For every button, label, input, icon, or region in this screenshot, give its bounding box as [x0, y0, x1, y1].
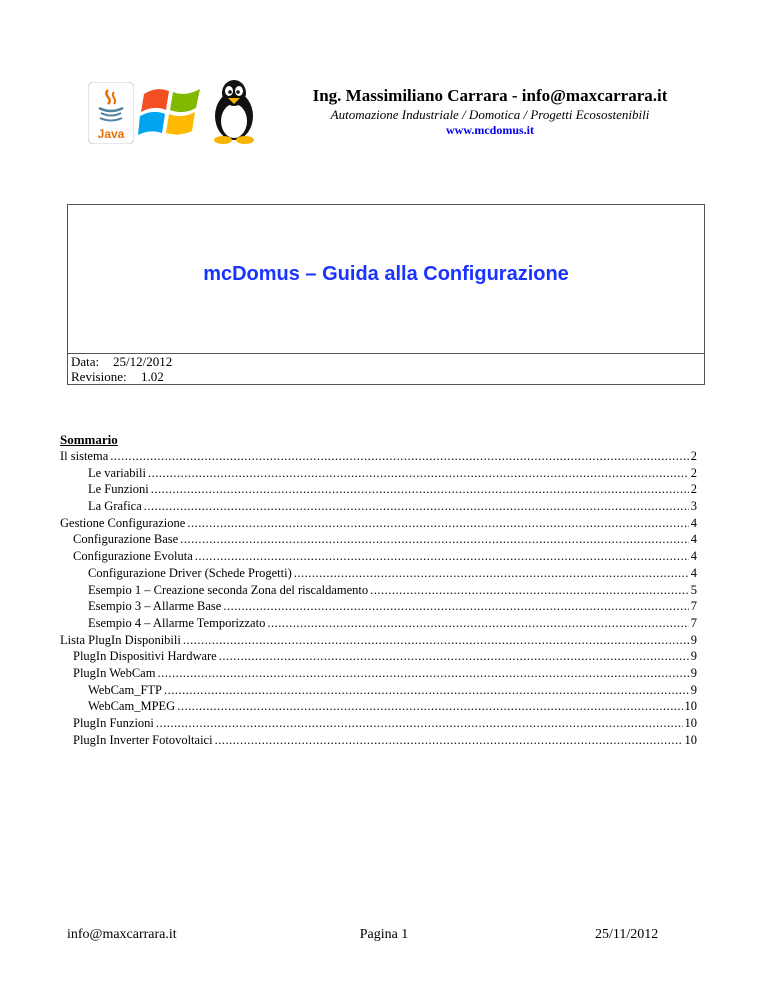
author-subtitle: Automazione Industriale / Domotica / Progetti Ecosostenibili: [330, 107, 650, 122]
toc-entry-page: 7: [690, 599, 697, 614]
website-link[interactable]: www.mcdomus.it: [445, 123, 534, 137]
toc-entry-page: 10: [684, 699, 697, 714]
toc-entry[interactable]: [60, 465, 697, 482]
toc-entry[interactable]: [60, 632, 697, 649]
toc-entry-label: Le Funzioni: [88, 482, 149, 497]
svg-text:Java: Java: [97, 127, 125, 141]
os-logos: [80, 76, 270, 146]
toc-leader-dots: [294, 565, 689, 582]
toc-entry-label: Gestione Configurazione: [60, 515, 186, 530]
toc-leader-dots: [164, 682, 689, 699]
toc-leader-dots: [177, 698, 682, 715]
toc-leader-dots: [180, 531, 689, 548]
toc-entry-page: 9: [690, 682, 697, 697]
toc-entry[interactable]: [60, 698, 697, 715]
toc-leader-dots: [267, 615, 688, 632]
toc-entry-label: Il sistema: [60, 449, 109, 463]
toc-entry[interactable]: [60, 665, 697, 682]
title-box: [67, 204, 705, 354]
revision-value: 1.02: [141, 369, 164, 384]
toc-entry-label: WebCam_FTP: [88, 682, 162, 697]
toc-entry-page: 7: [690, 615, 697, 630]
author-name: Ing. Massimiliano Carrara - info@maxcarrara.it: [312, 86, 668, 105]
toc-entry-page: 3: [690, 499, 697, 514]
toc-entry-page: 4: [690, 515, 697, 530]
toc-entry-label: Esempio 1 – Creazione seconda Zona del riscaldamento: [88, 582, 369, 597]
toc-entry[interactable]: [60, 531, 697, 548]
toc-entry-page: 9: [690, 632, 697, 647]
toc-entry-label: PlugIn Inverter Fotovoltaici: [73, 732, 213, 747]
date-value: 25/12/2012: [113, 354, 173, 369]
toc-entry[interactable]: [60, 682, 697, 699]
toc-entry[interactable]: [60, 582, 697, 599]
table-of-contents: [60, 432, 697, 748]
toc-leader-dots: [110, 448, 688, 465]
toc-list: [60, 448, 697, 748]
date-label: Data:: [71, 354, 100, 369]
toc-entry[interactable]: [60, 648, 697, 665]
toc-entry[interactable]: [60, 565, 697, 582]
toc-entry-page: 4: [690, 532, 697, 547]
revision-label: Revisione:: [71, 369, 127, 384]
toc-entry[interactable]: [60, 498, 697, 515]
toc-entry[interactable]: [60, 598, 697, 615]
toc-entry-page: 9: [690, 665, 697, 680]
toc-leader-dots: [195, 548, 689, 565]
toc-entry-page: 2: [690, 482, 697, 497]
toc-leader-dots: [157, 665, 688, 682]
toc-entry-label: PlugIn Funzioni: [73, 716, 154, 730]
toc-entry[interactable]: [60, 481, 697, 498]
footer-date: 25/11/2012: [595, 927, 659, 942]
java-logo-icon: [88, 82, 134, 144]
toc-entry-page: 9: [690, 649, 697, 664]
toc-entry-page: 10: [684, 732, 697, 747]
toc-leader-dots: [370, 582, 689, 599]
toc-title: Sommario: [60, 432, 118, 447]
toc-entry-page: 10: [684, 716, 697, 730]
document-info-box: [67, 352, 705, 385]
toc-leader-dots: [215, 732, 683, 749]
toc-leader-dots: [151, 481, 689, 498]
toc-entry-label: Configurazione Base: [73, 532, 179, 547]
footer-page-number: Pagina 1: [359, 927, 409, 942]
toc-entry-page: 2: [690, 449, 697, 463]
toc-entry-label: Esempio 4 – Allarme Temporizzato: [88, 615, 266, 630]
toc-entry-page: 4: [690, 565, 697, 580]
toc-entry-label: Configurazione Driver (Schede Progetti): [88, 565, 292, 580]
toc-entry-label: PlugIn Dispositivi Hardware: [73, 649, 217, 664]
toc-entry[interactable]: [60, 715, 697, 732]
date-row: [71, 354, 173, 369]
toc-entry-page: 5: [690, 582, 697, 597]
toc-leader-dots: [183, 632, 689, 649]
toc-leader-dots: [144, 498, 689, 515]
document-title: mcDomus – Guida alla Configurazione: [203, 263, 569, 285]
toc-leader-dots: [223, 598, 688, 615]
toc-entry[interactable]: [60, 732, 697, 749]
toc-entry-page: 2: [690, 465, 697, 480]
footer-email: info@maxcarrara.it: [67, 927, 177, 942]
toc-entry[interactable]: [60, 548, 697, 565]
toc-entry-page: 4: [690, 549, 697, 564]
toc-entry[interactable]: [60, 615, 697, 632]
letterhead: [290, 86, 690, 137]
toc-entry-label: WebCam_MPEG: [88, 699, 176, 714]
toc-leader-dots: [219, 648, 689, 665]
toc-entry-label: PlugIn WebCam: [73, 665, 156, 680]
toc-leader-dots: [148, 465, 689, 482]
toc-entry-label: La Grafica: [88, 499, 142, 514]
toc-leader-dots: [187, 515, 688, 532]
toc-entry[interactable]: [60, 448, 697, 465]
toc-entry-label: Esempio 3 – Allarme Base: [88, 599, 222, 614]
revision-row: [71, 369, 164, 384]
toc-entry-label: Lista PlugIn Disponibili: [60, 632, 181, 647]
toc-entry-label: Configurazione Evoluta: [73, 549, 193, 564]
toc-leader-dots: [156, 715, 683, 732]
toc-entry-label: Le variabili: [88, 465, 146, 480]
windows-logo-icon: [138, 80, 206, 142]
toc-entry[interactable]: [60, 515, 697, 532]
linux-tux-icon: [206, 76, 262, 144]
